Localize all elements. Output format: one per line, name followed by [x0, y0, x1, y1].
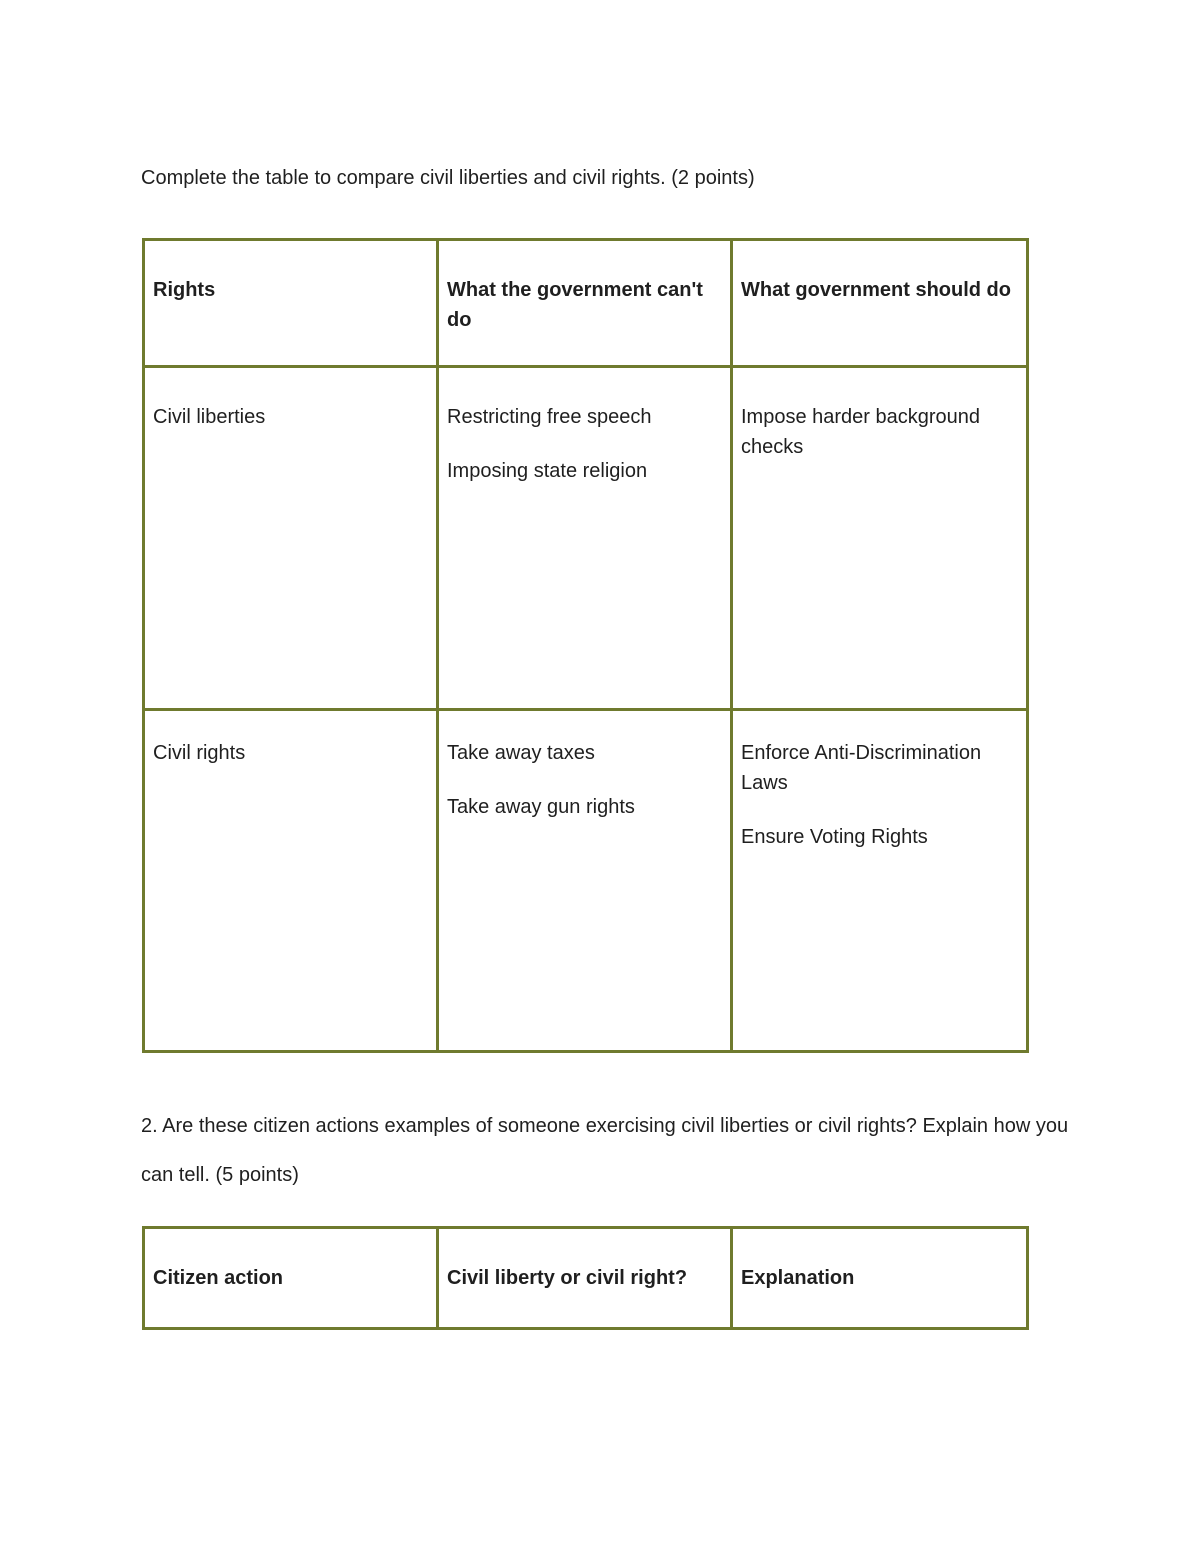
header-explanation: Explanation	[732, 1228, 1028, 1329]
cell-line: Take away gun rights	[447, 796, 635, 818]
header-rights: Rights	[144, 240, 438, 367]
header-cant-do: What the government can't do	[438, 240, 732, 367]
cell-cant-do	[438, 710, 732, 1052]
cell-line: Imposing state religion	[447, 460, 648, 482]
cell-should-do	[732, 710, 1028, 1052]
cell-rights: Civil liberties	[144, 367, 438, 710]
compare-rights-table	[142, 238, 1029, 1053]
instruction-text: Complete the table to compare civil liberties and civil rights. (2 points)	[141, 167, 755, 189]
table-row	[144, 367, 1028, 710]
header-liberty-or-right: Civil liberty or civil right?	[438, 1228, 732, 1329]
cell-line: Impose harder background checks	[741, 406, 981, 458]
cell-line: Take away taxes	[447, 742, 595, 764]
cell-rights: Civil rights	[144, 710, 438, 1052]
header-citizen-action: Citizen action	[144, 1228, 438, 1329]
cell-should-do	[732, 367, 1028, 710]
cell-cant-do	[438, 367, 732, 710]
table-row	[144, 710, 1028, 1052]
question-2-text: 2. Are these citizen actions examples of someone exercising civil liberties or civil rights? Explain how you can tell. (5 points)	[141, 1115, 1069, 1186]
table-header-row	[144, 240, 1028, 367]
table-header-row	[144, 1228, 1028, 1329]
cell-line: Restricting free speech	[447, 406, 652, 428]
header-should-do: What government should do	[732, 240, 1028, 367]
cell-line: Ensure Voting Rights	[741, 826, 928, 848]
citizen-action-table	[142, 1226, 1029, 1330]
cell-line: Enforce Anti-Discrimination Laws	[741, 742, 982, 794]
